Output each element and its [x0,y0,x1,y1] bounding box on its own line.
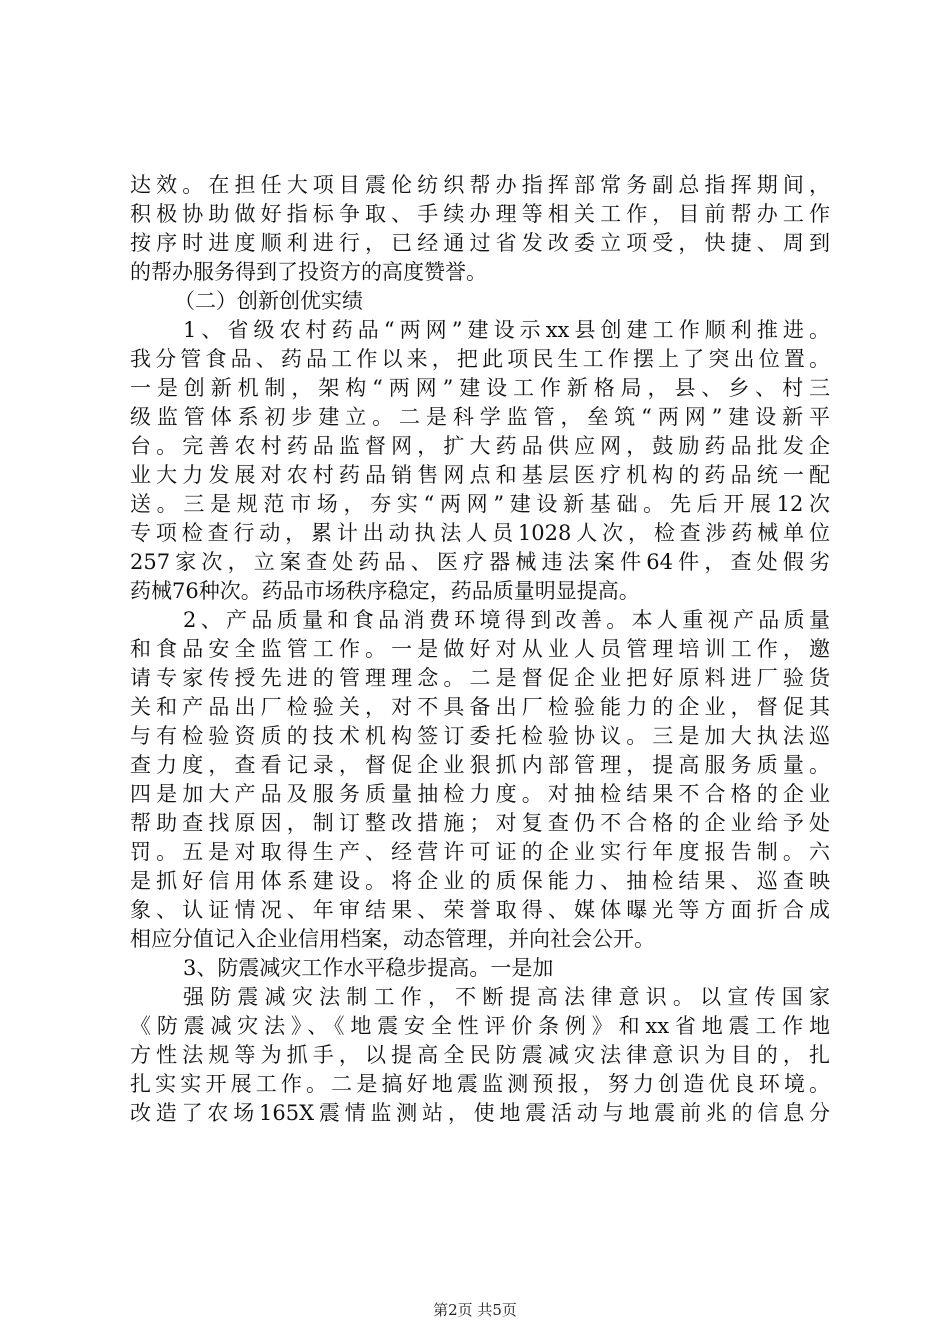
text-line: 我分管食品、药品工作以来，把此项民生工作摆上了突出位置。 [130,347,830,371]
text-line: 257家次，立案查处药品、医疗器械违法案件64件，查处假劣 [130,550,830,574]
text-line: 业大力发展对农村药品销售网点和基层医疗机构的药品统一配 [130,463,830,487]
text-line: 四是加大产品及服务质量抽检力度。对抽检结果不合格的企业 [130,782,830,806]
text-line: 台。完善农村药品监督网，扩大药品供应网，鼓励药品批发企 [130,434,830,458]
text-line: 《防震减灾法》、《地震安全性评价条例》和xx省地震工作地 [130,1014,830,1038]
text-line: 象、认证情况、年审结果、荣誉取得、媒体曝光等方面折合成 [130,898,830,922]
text-line: 一是创新机制，架构“两网”建设工作新格局，县、乡、村三 [130,376,830,400]
text-line: 方性法规等为抓手，以提高全民防震减灾法律意识为目的，扎 [130,1043,830,1067]
section-heading: （二）创新创优实绩 [174,289,363,313]
text-line: 的帮办服务得到了投资方的高度赞誉。 [130,260,487,284]
text-line: 是抓好信用体系建设。将企业的质保能力、抽检结果、巡查映 [130,869,830,893]
text-line: 送。三是规范市场，夯实“两网”建设新基础。先后开展12次 [130,492,830,516]
text-line: 2、产品质量和食品消费环境得到改善。本人重视产品质量 [183,608,830,632]
page-footer: 第2页 共5页 [433,1301,517,1319]
text-line: 与有检验资质的技术机构签订委托检验协议。三是加大执法巡 [130,724,830,748]
text-line: 强防震减灾法制工作，不断提高法律意识。以宣传国家 [183,985,830,1009]
text-line: 1、省级农村药品“两网”建设示xx县创建工作顺利推进。 [183,318,830,342]
text-line: 积极协助做好指标争取、手续办理等相关工作，目前帮办工作 [130,202,830,226]
text-line: 达效。在担任大项目震伦纺织帮办指挥部常务副总指挥期间， [130,173,830,197]
text-line: 和食品安全监管工作。一是做好对从业人员管理培训工作，邀 [130,637,830,661]
text-line: 改造了农场165X震情监测站，使地震活动与地震前兆的信息分 [130,1101,830,1125]
text-line: 帮助查找原因，制订整改措施；对复查仍不合格的企业给予处 [130,811,830,835]
text-line: 查力度，查看记录，督促企业狠抓内部管理，提高服务质量。 [130,753,830,777]
text-line: 3、防震减灾工作水平稳步提高。一是加 [183,956,554,980]
document-body [130,171,830,1128]
text-line: 相应分值记入企业信用档案，动态管理，并向社会公开。 [130,927,655,951]
text-line: 扎实实开展工作。二是搞好地震监测预报，努力创造优良环境。 [130,1072,830,1096]
text-line: 罚。五是对取得生产、经营许可证的企业实行年度报告制。六 [130,840,830,864]
text-line: 关和产品出厂检验关，对不具备出厂检验能力的企业，督促其 [130,695,830,719]
text-line: 级监管体系初步建立。二是科学监管，垒筑“两网”建设新平 [130,405,830,429]
text-line: 请专家传授先进的管理理念。二是督促企业把好原料进厂验货 [130,666,830,690]
text-line: 专项检查行动，累计出动执法人员1028人次，检查涉药械单位 [130,521,830,545]
text-line: 按序时进度顺利进行，已经通过省发改委立项受，快捷、周到 [130,231,830,255]
text-line: 药械76种次。药品市场秩序稳定，药品质量明显提高。 [130,579,640,603]
